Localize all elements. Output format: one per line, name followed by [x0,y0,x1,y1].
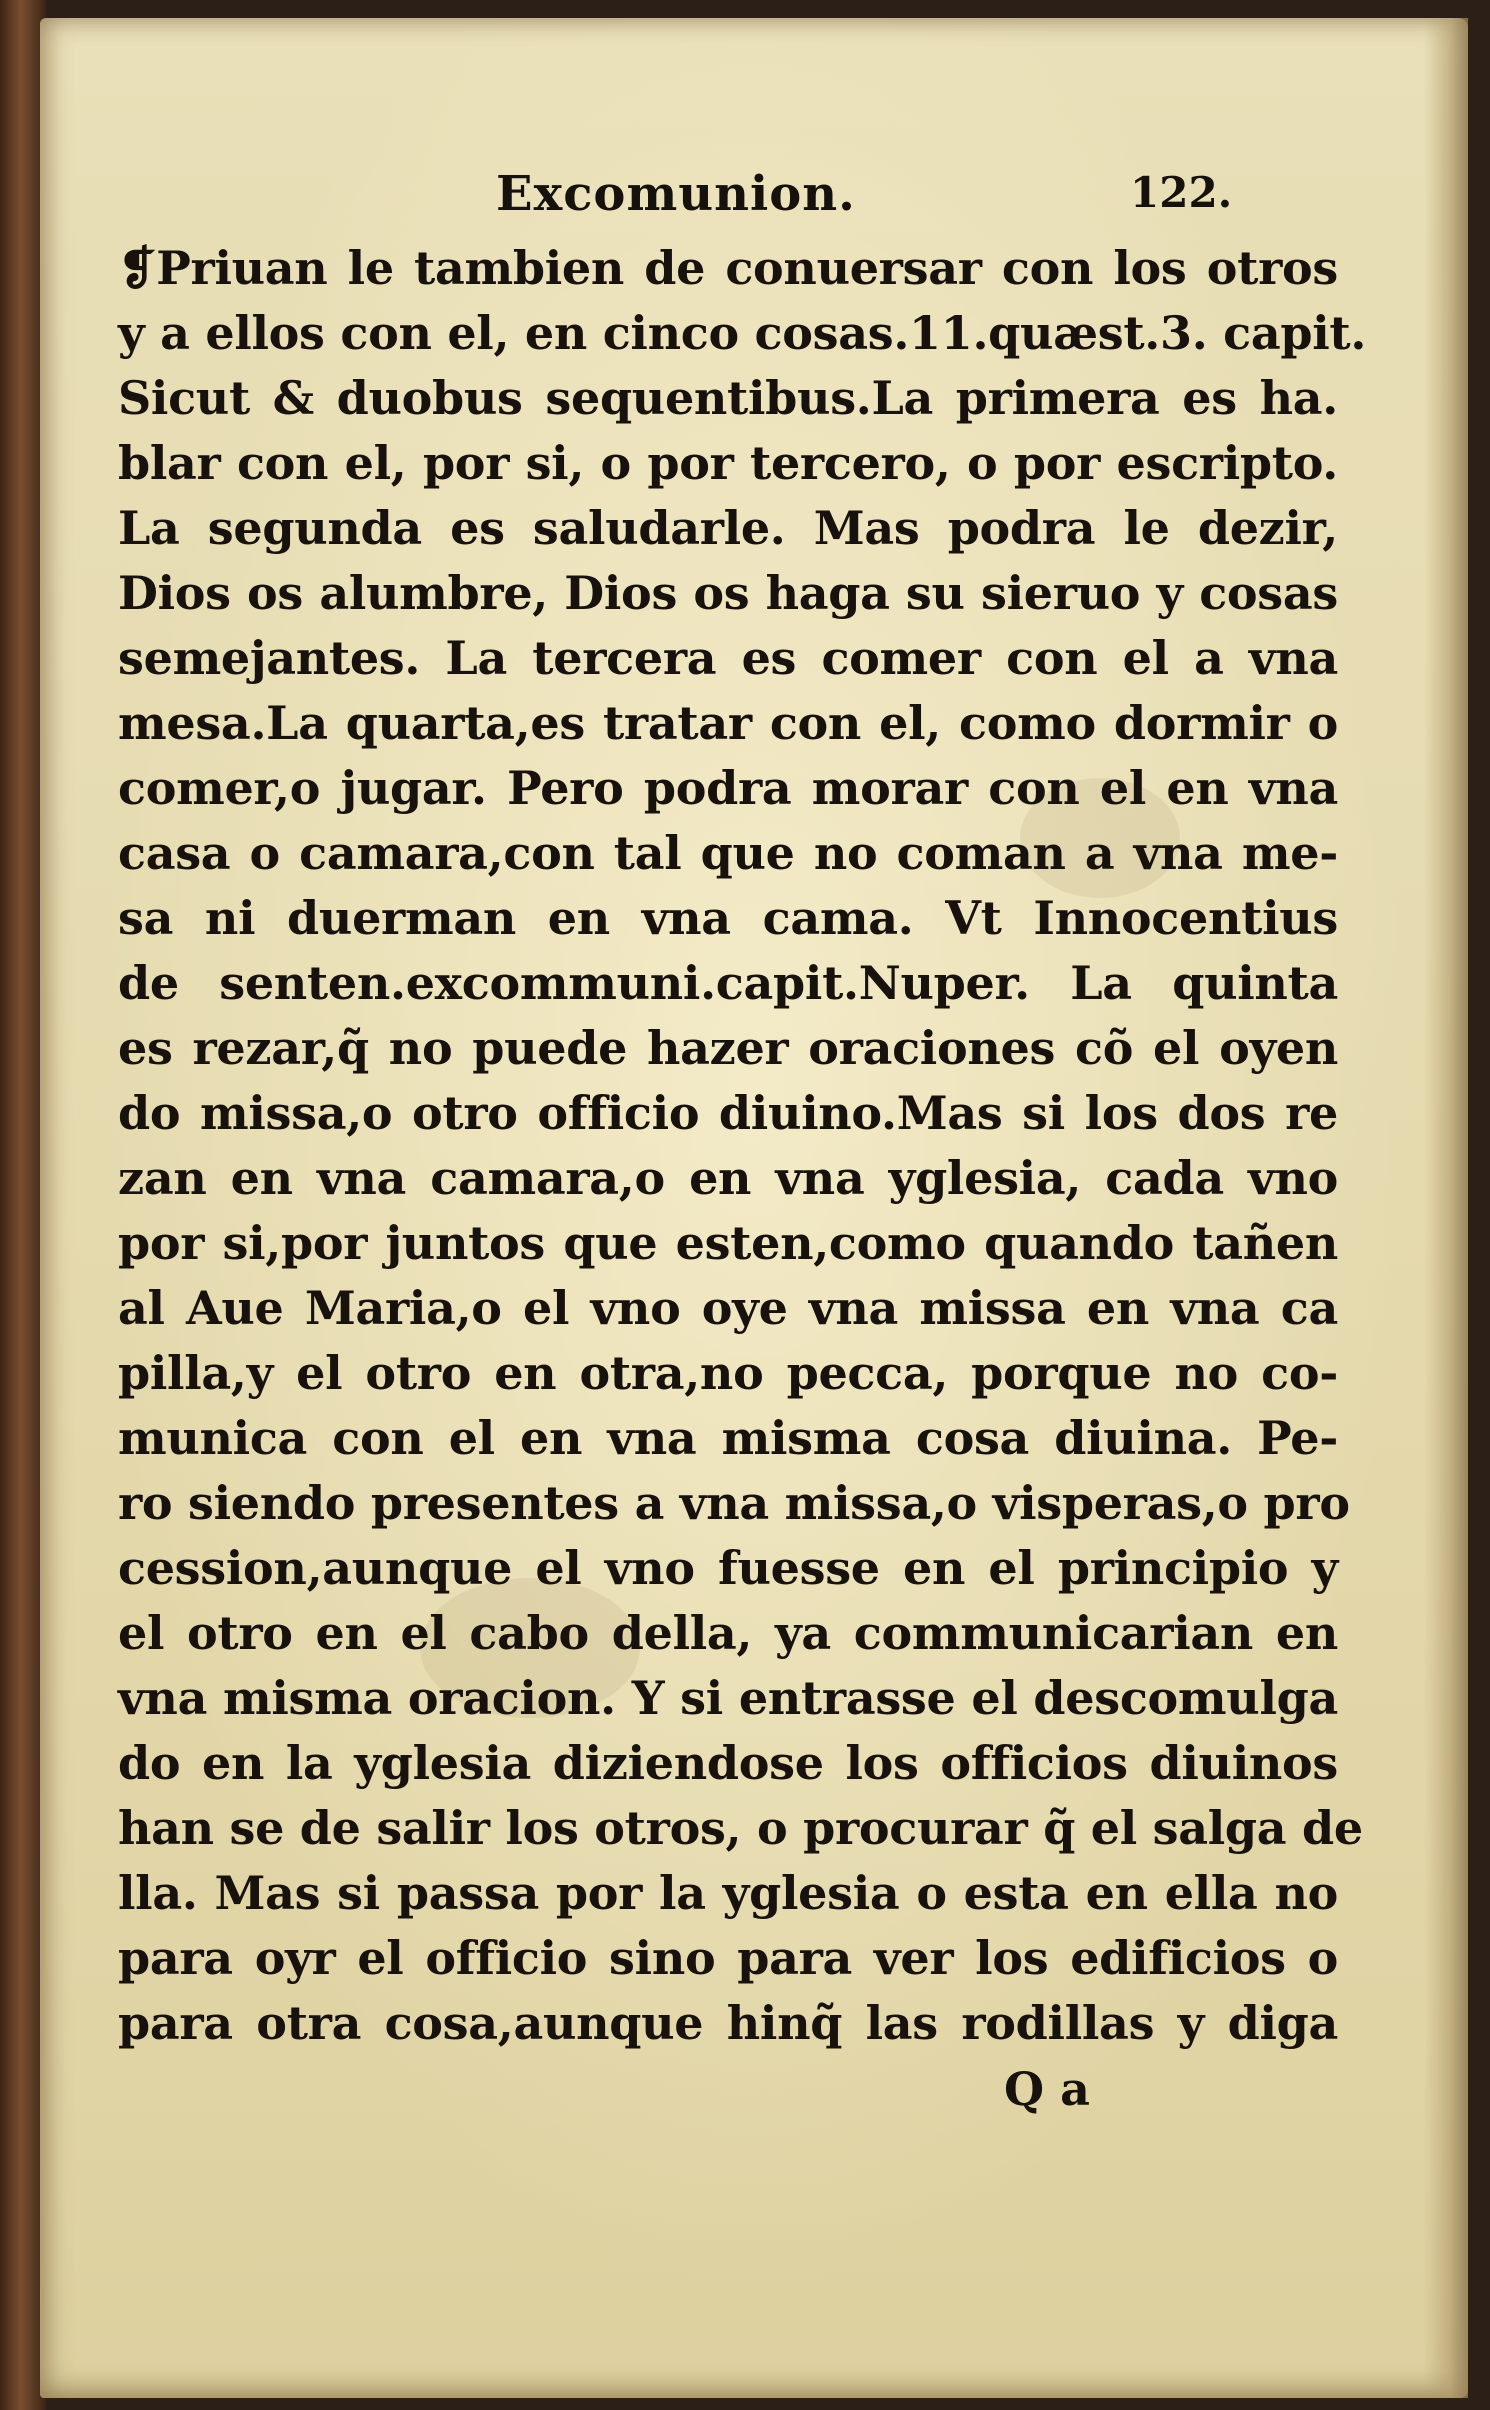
text-line: Sicut & duobus sequentibus.La primera es ha. [118,371,1338,425]
text-line: munica con el en vna misma cosa diuina. Pe- [118,1411,1338,1465]
text-line: ro siendo presentes a vna missa,o visperas,o pro [118,1476,1350,1530]
text-line: blar con el, por si, o por tercero, o por escripto. [118,436,1338,490]
text-line: lla. Mas si passa por la yglesia o esta en ella no [118,1866,1338,1920]
text-line: pilla,y el otro en otra,no pecca, porque no co- [118,1346,1338,1400]
text-line: Dios os alumbre, Dios os haga su sieruo y cosas [118,566,1338,620]
text-line: mesa.La quarta,es tratar con el, como dormir o [118,696,1338,750]
text-line: comer,o jugar. Pero podra morar con el en vna [118,761,1338,815]
text-line: por si,por juntos que esten,como quando tañen [118,1216,1338,1270]
running-head [40,166,1468,236]
text-line: es rezar,q̃ no puede hazer oraciones cõ el oyen [118,1021,1338,1075]
text-line: ❡Priuan le tambien de conuersar con los otros [118,241,1338,295]
text-line: semejantes. La tercera es comer con el a vna [118,631,1338,685]
page-sheet [40,18,1468,2398]
text-line: al Aue Maria,o el vno oye vna missa en vna ca [118,1281,1338,1335]
text-line: zan en vna camara,o en vna yglesia, cada vno [118,1151,1338,1205]
text-line: cession,aunque el vno fuesse en el principio y [118,1541,1338,1595]
text-line: para oyr el officio sino para ver los edificios o [118,1931,1338,1985]
text-line: sa ni duerman en vna cama. Vt Innocentius [118,891,1338,945]
catchword: Q a [1004,2062,1090,2116]
running-title: Excomunion. [496,166,856,222]
text-line: y a ellos con el, en cinco cosas.11.quæst.3. capit. [118,306,1367,360]
text-line: La segunda es saludarle. Mas podra le dezir, [118,501,1338,555]
text-line: do missa,o otro officio diuino.Mas si los dos re [118,1086,1338,1140]
text-line: han se de salir los otros, o procurar q̃ el salga de [118,1801,1363,1855]
text-line: para otra cosa,aunque hinq̃ las rodillas y diga [118,1996,1338,2050]
text-line: vna misma oracion. Y si entrasse el descomulga [118,1671,1338,1725]
text-line: el otro en el cabo della, ya communicarian en [118,1606,1338,1660]
page-number: 122. [1130,168,1233,217]
text-line: do en la yglesia diziendose los officios diuinos [118,1736,1338,1790]
page-edge [1424,18,1468,2398]
body-text [118,236,1367,2056]
text-line: casa o camara,con tal que no coman a vna me- [118,826,1338,880]
text-line: de senten.excommuni.capit.Nuper. La quinta [118,956,1338,1010]
